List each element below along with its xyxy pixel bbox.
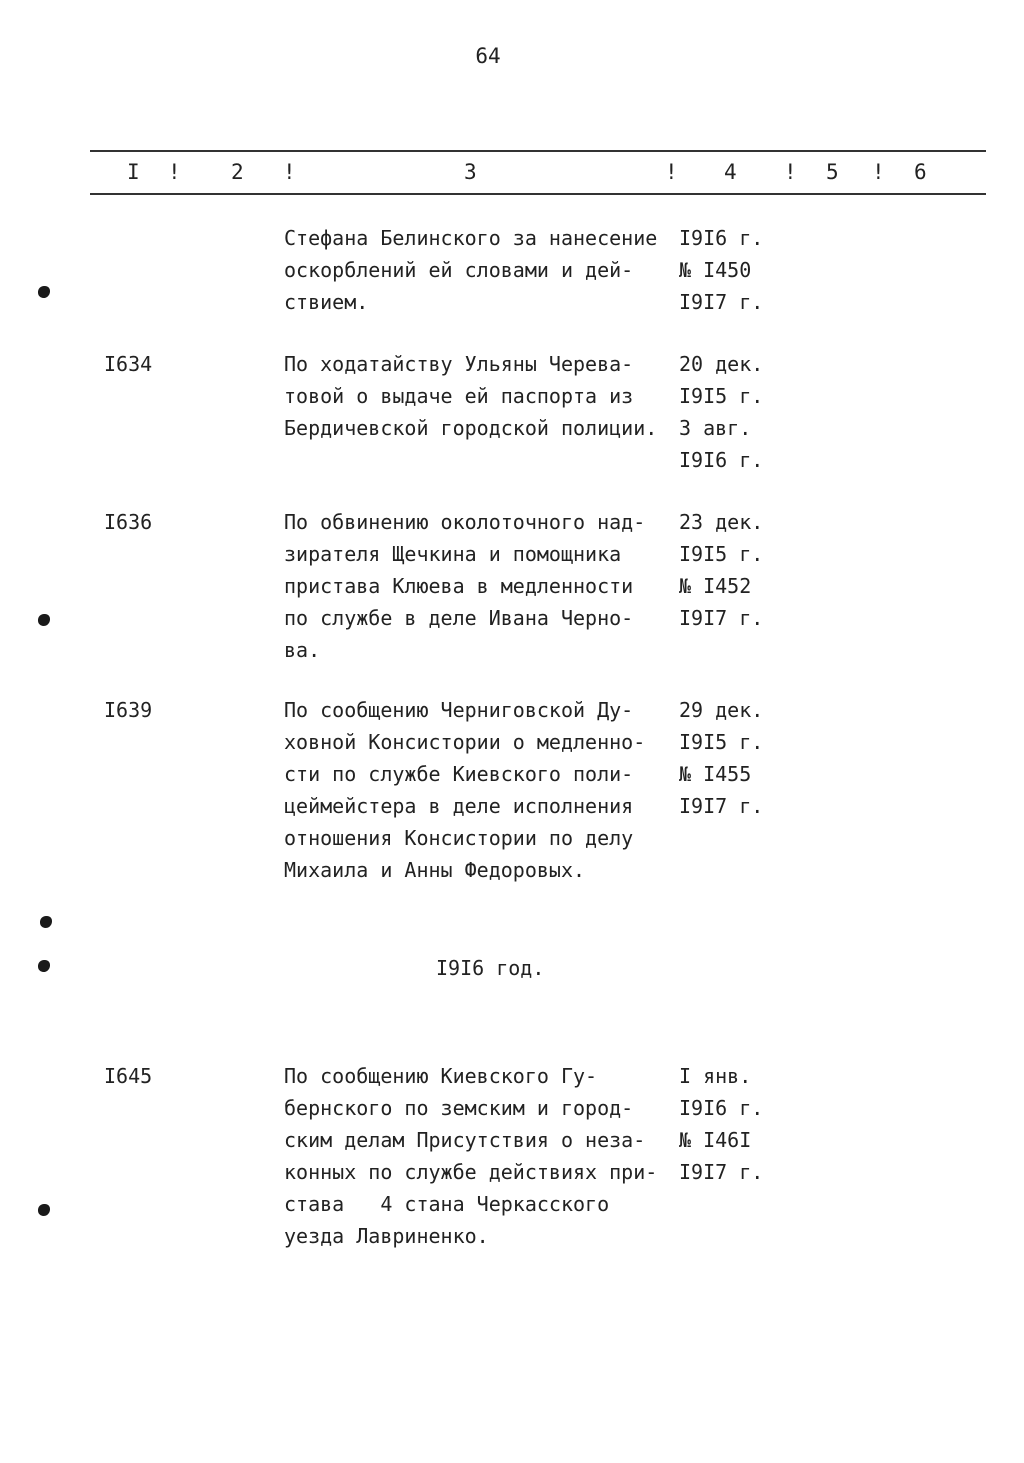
header-col-1: I bbox=[127, 160, 140, 184]
entry-date-line: I9I5 г. bbox=[679, 730, 764, 754]
header-col-4: 4 bbox=[724, 160, 737, 184]
entry-description-line: Бердичевской городской полиции. bbox=[284, 416, 658, 440]
entry-number: I636 bbox=[104, 510, 153, 534]
header-top-rule bbox=[90, 150, 986, 152]
entry-date-line: I9I6 г. bbox=[679, 448, 764, 472]
header-col-6: 6 bbox=[914, 160, 927, 184]
entry-description-line: отношения Консистории по делу bbox=[284, 826, 634, 850]
entry-description-line: По ходатайству Ульяны Черева- bbox=[284, 352, 634, 376]
entry-description-line: сти по службе Киевского поли- bbox=[284, 762, 634, 786]
entry-description-line: Стефана Белинского за нанесение bbox=[284, 226, 658, 250]
header-col-3: 3 bbox=[464, 160, 477, 184]
entry-description-line: По сообщению Киевского Гу- bbox=[284, 1064, 598, 1088]
header-separator: ! bbox=[168, 160, 181, 184]
entry-date-line: I9I6 г. bbox=[679, 1096, 764, 1120]
entry-date-line: I9I7 г. bbox=[679, 606, 764, 630]
entry-description-line: пристава Клюева в медленности bbox=[284, 574, 634, 598]
binding-hole-mark bbox=[38, 286, 50, 298]
entry-description-line: уезда Лавриненко. bbox=[284, 1224, 489, 1248]
entry-date-line: № I46I bbox=[679, 1128, 752, 1152]
entry-date-line: I9I5 г. bbox=[679, 542, 764, 566]
entry-description-line: зирателя Щечкина и помощника bbox=[284, 542, 622, 566]
binding-hole-mark bbox=[38, 1204, 50, 1216]
entry-description-line: По обвинению околоточного над- bbox=[284, 510, 646, 534]
year-heading: I9I6 год. bbox=[436, 956, 545, 980]
binding-hole-mark bbox=[40, 916, 52, 928]
binding-hole-mark bbox=[38, 614, 50, 626]
entry-description-line: Михаила и Анны Федоровых. bbox=[284, 858, 586, 882]
entry-description-line: ским делам Присутствия о неза- bbox=[284, 1128, 646, 1152]
entry-date-line: № I450 bbox=[679, 258, 752, 282]
header-separator: ! bbox=[665, 160, 678, 184]
entry-date-line: № I452 bbox=[679, 574, 752, 598]
entry-number: I639 bbox=[104, 698, 153, 722]
header-bottom-rule bbox=[90, 193, 986, 195]
entry-date-line: I9I6 г. bbox=[679, 226, 764, 250]
binding-hole-mark bbox=[38, 960, 50, 972]
entry-date-line: 20 дек. bbox=[679, 352, 764, 376]
entry-date-line: № I455 bbox=[679, 762, 752, 786]
entry-description-line: бернского по земским и город- bbox=[284, 1096, 634, 1120]
entry-description-line: ва. bbox=[284, 638, 321, 662]
header-col-5: 5 bbox=[826, 160, 839, 184]
entry-description-line: ствием. bbox=[284, 290, 369, 314]
entry-date-line: 3 авг. bbox=[679, 416, 752, 440]
entry-description-line: оскорблений ей словами и дей- bbox=[284, 258, 634, 282]
entry-date-line: I янв. bbox=[679, 1064, 752, 1088]
entry-description-line: конных по службе действиях при- bbox=[284, 1160, 658, 1184]
entry-date-line: I9I7 г. bbox=[679, 1160, 764, 1184]
entry-number: I634 bbox=[104, 352, 153, 376]
entry-date-line: I9I5 г. bbox=[679, 384, 764, 408]
header-col-2: 2 bbox=[231, 160, 244, 184]
entry-date-line: I9I7 г. bbox=[679, 290, 764, 314]
entry-description-line: По сообщению Черниговской Ду- bbox=[284, 698, 634, 722]
page-number: 64 bbox=[475, 44, 501, 68]
header-separator: ! bbox=[872, 160, 885, 184]
entry-date-line: I9I7 г. bbox=[679, 794, 764, 818]
entry-number: I645 bbox=[104, 1064, 153, 1088]
entry-description-line: по службе в деле Ивана Черно- bbox=[284, 606, 634, 630]
entry-date-line: 29 дек. bbox=[679, 698, 764, 722]
entry-description-line: ховной Консистории о медленно- bbox=[284, 730, 646, 754]
entry-description-line: цеймейстера в деле исполнения bbox=[284, 794, 634, 818]
entry-description-line: става 4 стана Черкасского bbox=[284, 1192, 610, 1216]
entry-description-line: товой о выдаче ей паспорта из bbox=[284, 384, 634, 408]
header-separator: ! bbox=[283, 160, 296, 184]
header-separator: ! bbox=[784, 160, 797, 184]
entry-date-line: 23 дек. bbox=[679, 510, 764, 534]
